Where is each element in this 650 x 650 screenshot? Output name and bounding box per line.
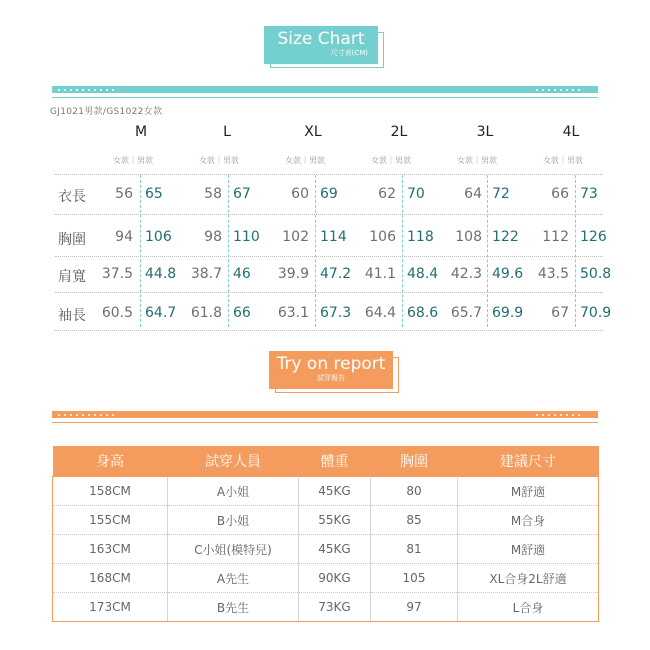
size-cell-men: 114 (320, 229, 347, 245)
size-cell-women: 58 (204, 186, 222, 202)
header-height: 身高 (53, 446, 168, 477)
size-chart-subtitle: 尺寸表(CM) (330, 49, 368, 57)
size-header-m: M (134, 124, 148, 140)
size-chart-title: Size Chart (277, 29, 365, 49)
cell-tester: A先生 (168, 564, 299, 593)
gender-header: 女款｜男款 (285, 156, 325, 165)
cell-suggested-size: L合身 (458, 593, 599, 622)
try-on-table (52, 446, 599, 622)
header-suggested-size: 建議尺寸 (458, 446, 599, 477)
column-divider (140, 175, 141, 327)
size-cell-men: 46 (233, 266, 251, 282)
gender-header: 女款｜男款 (543, 156, 583, 165)
size-cell-women: 39.9 (277, 266, 309, 282)
header-chest: 胸圍 (371, 446, 458, 477)
table-row (53, 506, 599, 535)
size-cell-men: 118 (407, 229, 434, 245)
size-cell-men: 70.9 (580, 305, 612, 321)
size-cell-men: 65 (145, 186, 163, 202)
size-cell-women: 42.3 (450, 266, 482, 282)
column-divider (575, 175, 576, 327)
cell-weight: 73KG (299, 593, 371, 622)
try-on-underline (52, 422, 598, 423)
row-divider (55, 292, 603, 293)
cell-height: 173CM (53, 593, 168, 622)
try-on-title-box (269, 351, 393, 389)
size-cell-women: 64 (464, 186, 482, 202)
size-cell-men: 67.3 (320, 305, 352, 321)
product-code: GJ1021男款/GS1022女款 (50, 107, 163, 117)
gender-header: 女款｜男款 (199, 156, 239, 165)
size-cell-men: 69 (320, 186, 338, 202)
cell-chest: 105 (371, 564, 458, 593)
size-cell-men: 66 (233, 305, 251, 321)
size-cell-men: 69.9 (492, 305, 524, 321)
cell-chest: 97 (371, 593, 458, 622)
size-cell-women: 38.7 (190, 266, 222, 282)
band-dots-left (58, 411, 114, 418)
cell-chest: 80 (371, 477, 458, 506)
size-cell-women: 106 (369, 229, 396, 245)
cell-chest: 81 (371, 535, 458, 564)
size-cell-men: 68.6 (407, 305, 439, 321)
size-header-2l: 2L (390, 124, 408, 140)
size-cell-women: 63.1 (277, 305, 309, 321)
row-label-shoulder: 肩寬 (58, 269, 86, 285)
size-cell-women: 60 (291, 186, 309, 202)
size-cell-men: 110 (233, 229, 260, 245)
cell-chest: 85 (371, 506, 458, 535)
size-cell-men: 72 (492, 186, 510, 202)
size-header-l: L (223, 124, 231, 140)
row-divider (55, 214, 603, 215)
band-dots-left (58, 86, 114, 93)
band-dots-right (536, 86, 580, 93)
table-row (53, 477, 599, 506)
size-cell-women: 108 (455, 229, 482, 245)
size-cell-women: 98 (204, 229, 222, 245)
size-cell-women: 56 (115, 186, 133, 202)
cell-suggested-size: M舒適 (458, 477, 599, 506)
size-cell-women: 60.5 (101, 305, 133, 321)
size-cell-men: 126 (580, 229, 607, 245)
try-on-title: Try on report (276, 354, 386, 374)
row-divider (55, 256, 603, 257)
column-divider (402, 175, 403, 327)
cell-suggested-size: M合身 (458, 506, 599, 535)
row-label-chest: 胸圍 (58, 232, 86, 248)
size-cell-men: 106 (145, 229, 172, 245)
cell-weight: 90KG (299, 564, 371, 593)
size-cell-women: 41.1 (364, 266, 396, 282)
size-cell-men: 73 (580, 186, 598, 202)
column-divider (315, 175, 316, 327)
size-chart-band (52, 86, 598, 93)
size-cell-women: 94 (115, 229, 133, 245)
size-header-4l: 4L (562, 124, 580, 140)
cell-tester: A小姐 (168, 477, 299, 506)
try-on-header-row (53, 446, 599, 477)
size-cell-women: 43.5 (537, 266, 569, 282)
size-cell-men: 47.2 (320, 266, 352, 282)
cell-suggested-size: XL合身2L舒適 (458, 564, 599, 593)
size-cell-women: 37.5 (101, 266, 133, 282)
size-header-xl: XL (304, 124, 322, 140)
cell-weight: 55KG (299, 506, 371, 535)
cell-weight: 45KG (299, 535, 371, 564)
size-cell-women: 66 (551, 186, 569, 202)
size-cell-men: 49.6 (492, 266, 524, 282)
cell-weight: 45KG (299, 477, 371, 506)
size-cell-women: 65.7 (450, 305, 482, 321)
size-cell-women: 67 (551, 305, 569, 321)
size-cell-men: 70 (407, 186, 425, 202)
cell-suggested-size: M舒適 (458, 535, 599, 564)
row-label-length: 衣長 (58, 189, 86, 205)
size-cell-men: 122 (492, 229, 519, 245)
size-cell-men: 44.8 (145, 266, 177, 282)
column-divider (487, 175, 488, 327)
column-divider (228, 175, 229, 327)
table-row (53, 593, 599, 622)
row-label-sleeve: 袖長 (58, 308, 86, 324)
cell-height: 163CM (53, 535, 168, 564)
size-chart-title-box (264, 26, 378, 64)
cell-tester: B先生 (168, 593, 299, 622)
cell-height: 155CM (53, 506, 168, 535)
size-cell-men: 64.7 (145, 305, 177, 321)
header-weight: 體重 (299, 446, 371, 477)
row-divider (55, 174, 603, 175)
try-on-band (52, 411, 598, 418)
table-row (53, 564, 599, 593)
size-cell-women: 102 (282, 229, 309, 245)
try-on-subtitle: 試穿報告 (317, 374, 345, 382)
band-dots-right (536, 411, 580, 418)
size-cell-women: 62 (378, 186, 396, 202)
size-cell-women: 64.4 (364, 305, 396, 321)
size-chart-underline (52, 97, 598, 98)
cell-tester: B小姐 (168, 506, 299, 535)
size-cell-men: 50.8 (580, 266, 612, 282)
table-row (53, 535, 599, 564)
size-cell-men: 48.4 (407, 266, 439, 282)
gender-header: 女款｜男款 (113, 156, 153, 165)
size-cell-women: 61.8 (190, 305, 222, 321)
gender-header: 女款｜男款 (371, 156, 411, 165)
gender-header: 女款｜男款 (457, 156, 497, 165)
cell-height: 168CM (53, 564, 168, 593)
cell-height: 158CM (53, 477, 168, 506)
header-tester: 試穿人員 (168, 446, 299, 477)
size-cell-men: 67 (233, 186, 251, 202)
row-divider (55, 330, 603, 331)
cell-tester: C小姐(模特兒) (168, 535, 299, 564)
size-header-3l: 3L (476, 124, 494, 140)
size-cell-women: 112 (542, 229, 569, 245)
